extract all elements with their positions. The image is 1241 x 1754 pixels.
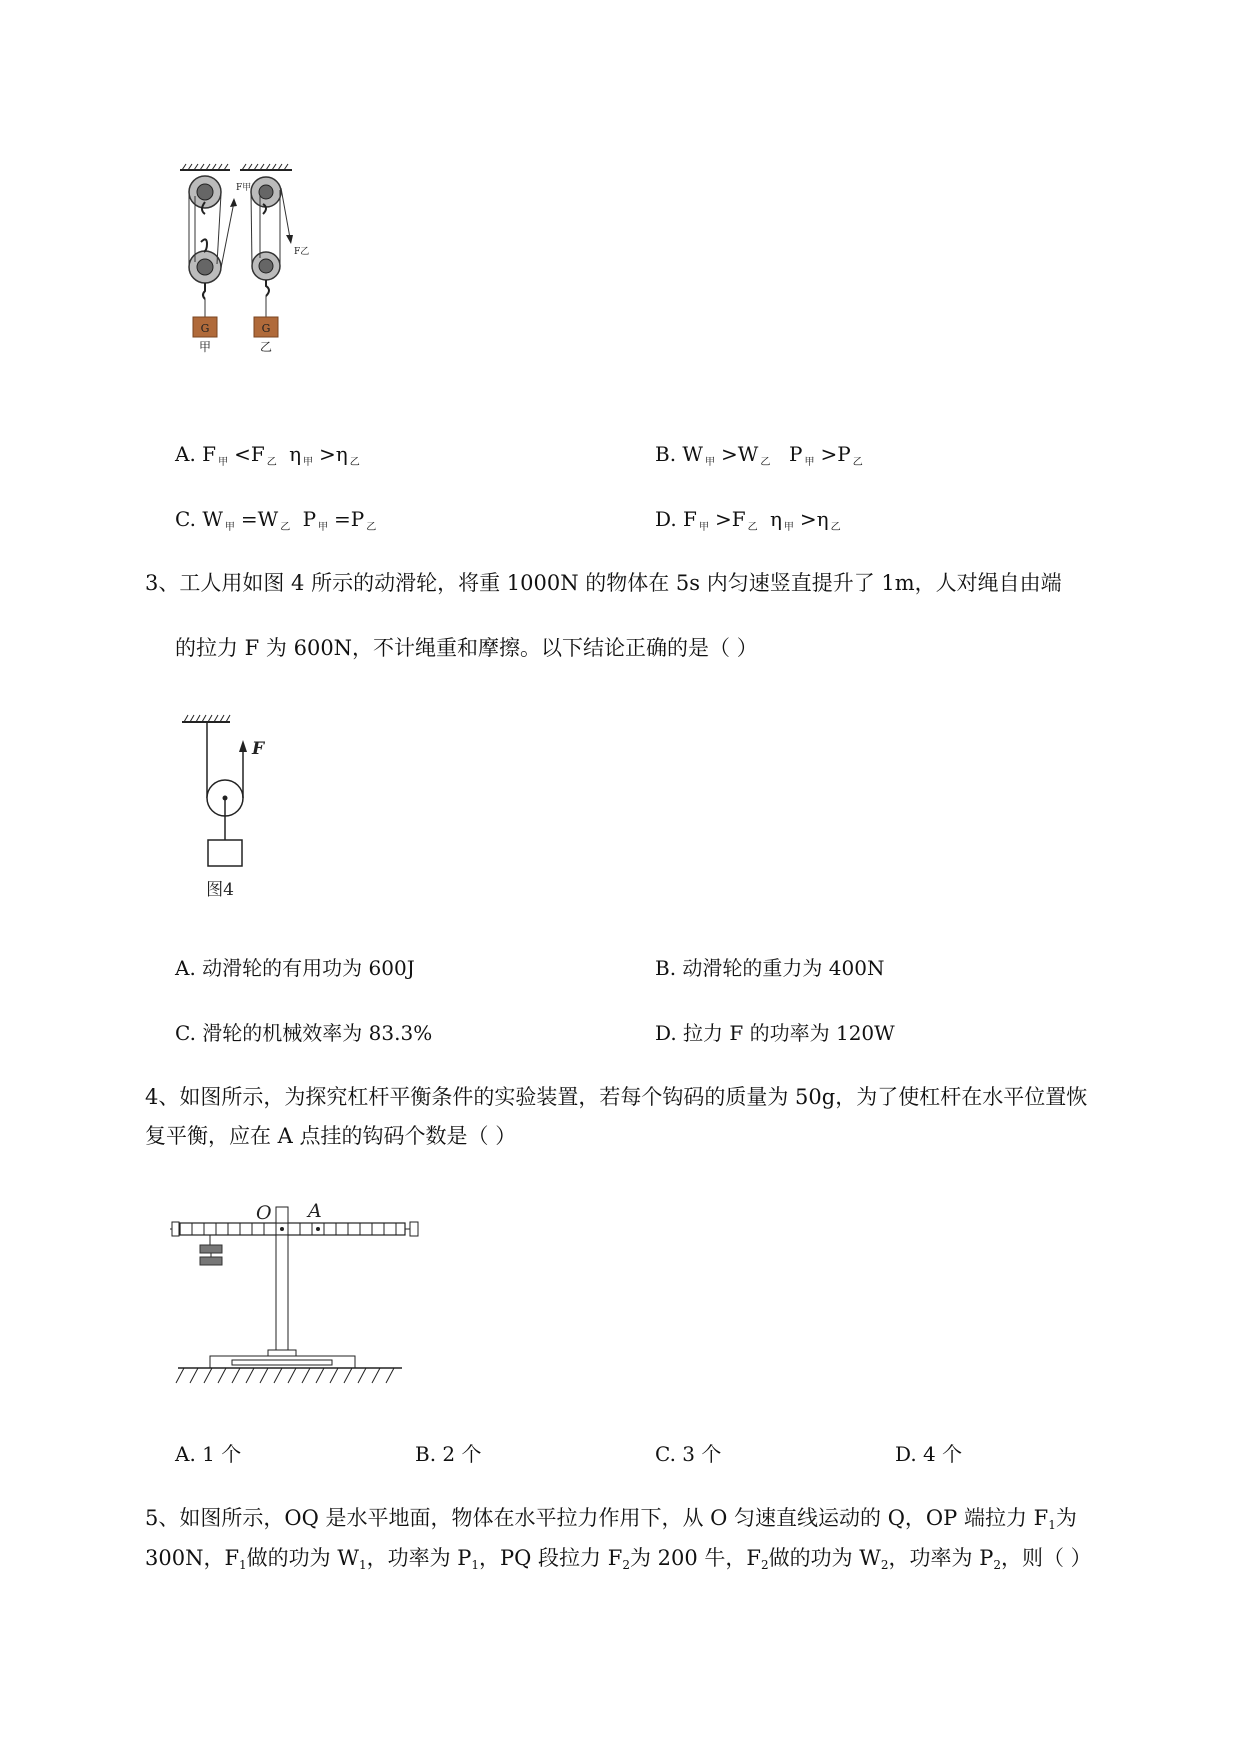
q2-option-c[interactable]: C. W $_甲$ =W $_乙$ P $_甲$ =P $_乙$ (175, 507, 377, 533)
q4-stem-line1: 4、如图所示，为探究杠杆平衡条件的实验装置，若每个钩码的质量为 50g，为了使杠杆在水平位置恢 (145, 1085, 1088, 1109)
q5-stem-line2: 300N，$F_1$做的功为 $W_1$，功率为 $P_1$，PQ 段拉力 $F_2$为 200 牛，$F_2$做的功为 $W_2$，功率为 $P_2$，则（ ） (145, 1546, 1092, 1572)
q3-option-d[interactable]: D. 拉力 F 的功率为 120W (655, 1021, 895, 1045)
label-yi: 乙 (259, 340, 273, 354)
point-label-a: A (308, 1200, 322, 1222)
figure-caption: 图4 (206, 880, 234, 900)
force-label-f-yi: F乙 (294, 247, 310, 257)
q4-option-d[interactable]: D. 4 个 (895, 1442, 963, 1466)
q3-stem-line2: 的拉力 F 为 600N，不计绳重和摩擦。以下结论正确的是（ ） (175, 636, 758, 660)
q3-option-c[interactable]: C. 滑轮的机械效率为 83.3% (175, 1021, 433, 1045)
label-jia: 甲 (198, 340, 212, 354)
pivot-label-o: O (256, 1202, 272, 1224)
q4-option-b[interactable]: B. 2 个 (415, 1442, 482, 1466)
q4-option-a[interactable]: A. 1 个 (175, 1442, 242, 1466)
q2-option-a[interactable]: A. F $_甲$ <F $_乙$ η $_甲$ >η $_乙$ (175, 442, 360, 468)
pulley-system-yi (240, 164, 309, 354)
q2-option-b[interactable]: B. W $_甲$ >W $_乙$ P $_甲$ >P $_乙$ (655, 442, 863, 468)
weight-label-g: G (200, 322, 210, 335)
pulley-systems-figure (170, 160, 350, 395)
q5-stem-line1: 5、如图所示，OQ 是水平地面，物体在水平拉力作用下，从 O 匀速直线运动的 Q，OP 端拉力 $F_1$为 (145, 1506, 1077, 1532)
force-label-f: F (252, 739, 265, 759)
weight-label-g: G (261, 322, 271, 335)
q3-stem-line1: 3、工人用如图 4 所示的动滑轮，将重 1000N 的物体在 5s 内匀速竖直提升了 1m，人对绳自由端 (145, 571, 1062, 595)
force-label-f-jia: F甲 (236, 183, 252, 193)
q3-option-a[interactable]: A. 动滑轮的有用功为 600J (175, 956, 415, 980)
q3-option-b[interactable]: B. 动滑轮的重力为 400N (655, 956, 885, 980)
movable-pulley-figure (180, 710, 290, 905)
q4-option-c[interactable]: C. 3 个 (655, 1442, 722, 1466)
lever-apparatus-figure (170, 1185, 470, 1395)
pulley-system-jia (180, 164, 251, 354)
q2-option-d[interactable]: D. F $_甲$ >F $_乙$ η $_甲$ >η $_乙$ (655, 507, 841, 533)
q4-stem-line2: 复平衡，应在 A 点挂的钩码个数是（ ） (145, 1124, 517, 1148)
